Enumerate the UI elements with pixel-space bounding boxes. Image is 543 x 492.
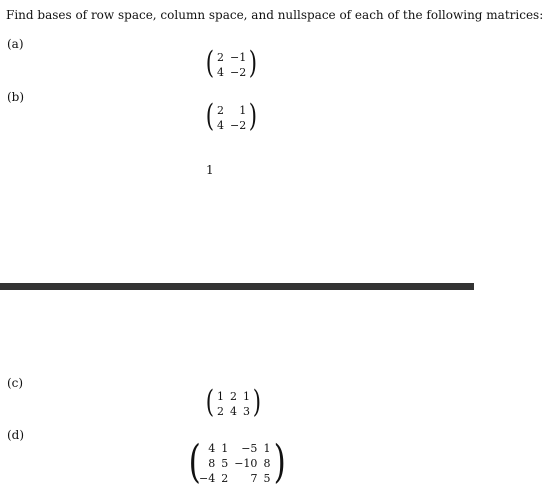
matrix-row: [214, 118, 249, 133]
part-d-matrix: [186, 436, 294, 488]
matrix-cell: −5: [241, 442, 258, 455]
matrix-cell: 1: [263, 442, 271, 455]
matrix-row: [196, 471, 273, 486]
matrix-row: [214, 50, 249, 65]
right-paren: ): [252, 385, 262, 420]
right-paren: ): [248, 46, 258, 81]
matrix-cell: 1: [243, 390, 250, 403]
matrix-cell: 2: [217, 405, 224, 418]
matrix-row: [214, 389, 253, 404]
matrix-cell: −10: [234, 457, 258, 470]
matrix-cell: 2: [217, 104, 224, 117]
part-c-matrix: [204, 385, 274, 420]
problem-statement: Find bases of row space, column space, and nullspace of each of the following matrices:: [6, 8, 543, 22]
matrix-cell: −2: [230, 119, 247, 132]
matrix-cell: −2: [230, 66, 247, 79]
matrix-cell: 5: [263, 472, 271, 485]
right-paren: ): [248, 99, 258, 134]
matrix-row: [214, 65, 249, 80]
matrix-cell: 2: [230, 390, 237, 403]
part-b-matrix: [204, 99, 270, 134]
page-divider: [0, 283, 474, 290]
left-paren: (: [188, 436, 201, 488]
matrix-row: [214, 103, 249, 118]
matrix-cell: 2: [217, 51, 224, 64]
matrix-cell: 1: [239, 104, 247, 117]
matrix-entries: [214, 103, 249, 133]
matrix-cell: 3: [243, 405, 250, 418]
matrix-cell: 4: [217, 119, 224, 132]
page-number: 1: [206, 163, 214, 177]
right-paren: ): [273, 436, 286, 488]
part-d-label: (d): [7, 428, 25, 442]
matrix-row: [196, 456, 273, 471]
matrix-cell: 8: [208, 457, 216, 470]
matrix-cell: 4: [208, 442, 216, 455]
matrix-cell: 2: [221, 472, 229, 485]
left-paren: (: [205, 385, 215, 420]
matrix-cell: 5: [221, 457, 229, 470]
matrix-cell: 1: [221, 442, 229, 455]
matrix-cell: 4: [217, 66, 224, 79]
left-paren: (: [205, 46, 215, 81]
matrix-row: [214, 404, 253, 419]
matrix-row: [196, 441, 273, 456]
matrix-cell: −4: [199, 472, 216, 485]
matrix-entries: [214, 50, 249, 80]
matrix-cell: 8: [263, 457, 271, 470]
matrix-cell: 4: [230, 405, 237, 418]
matrix-entries: [196, 441, 273, 486]
part-c-label: (c): [7, 376, 24, 390]
part-b-label: (b): [7, 90, 25, 104]
matrix-entries: [214, 389, 253, 419]
matrix-cell: −1: [230, 51, 247, 64]
part-a-matrix: [204, 46, 270, 81]
matrix-cell: 7: [250, 472, 258, 485]
part-a-label: (a): [7, 37, 24, 51]
left-paren: (: [205, 99, 215, 134]
matrix-cell: 1: [217, 390, 224, 403]
